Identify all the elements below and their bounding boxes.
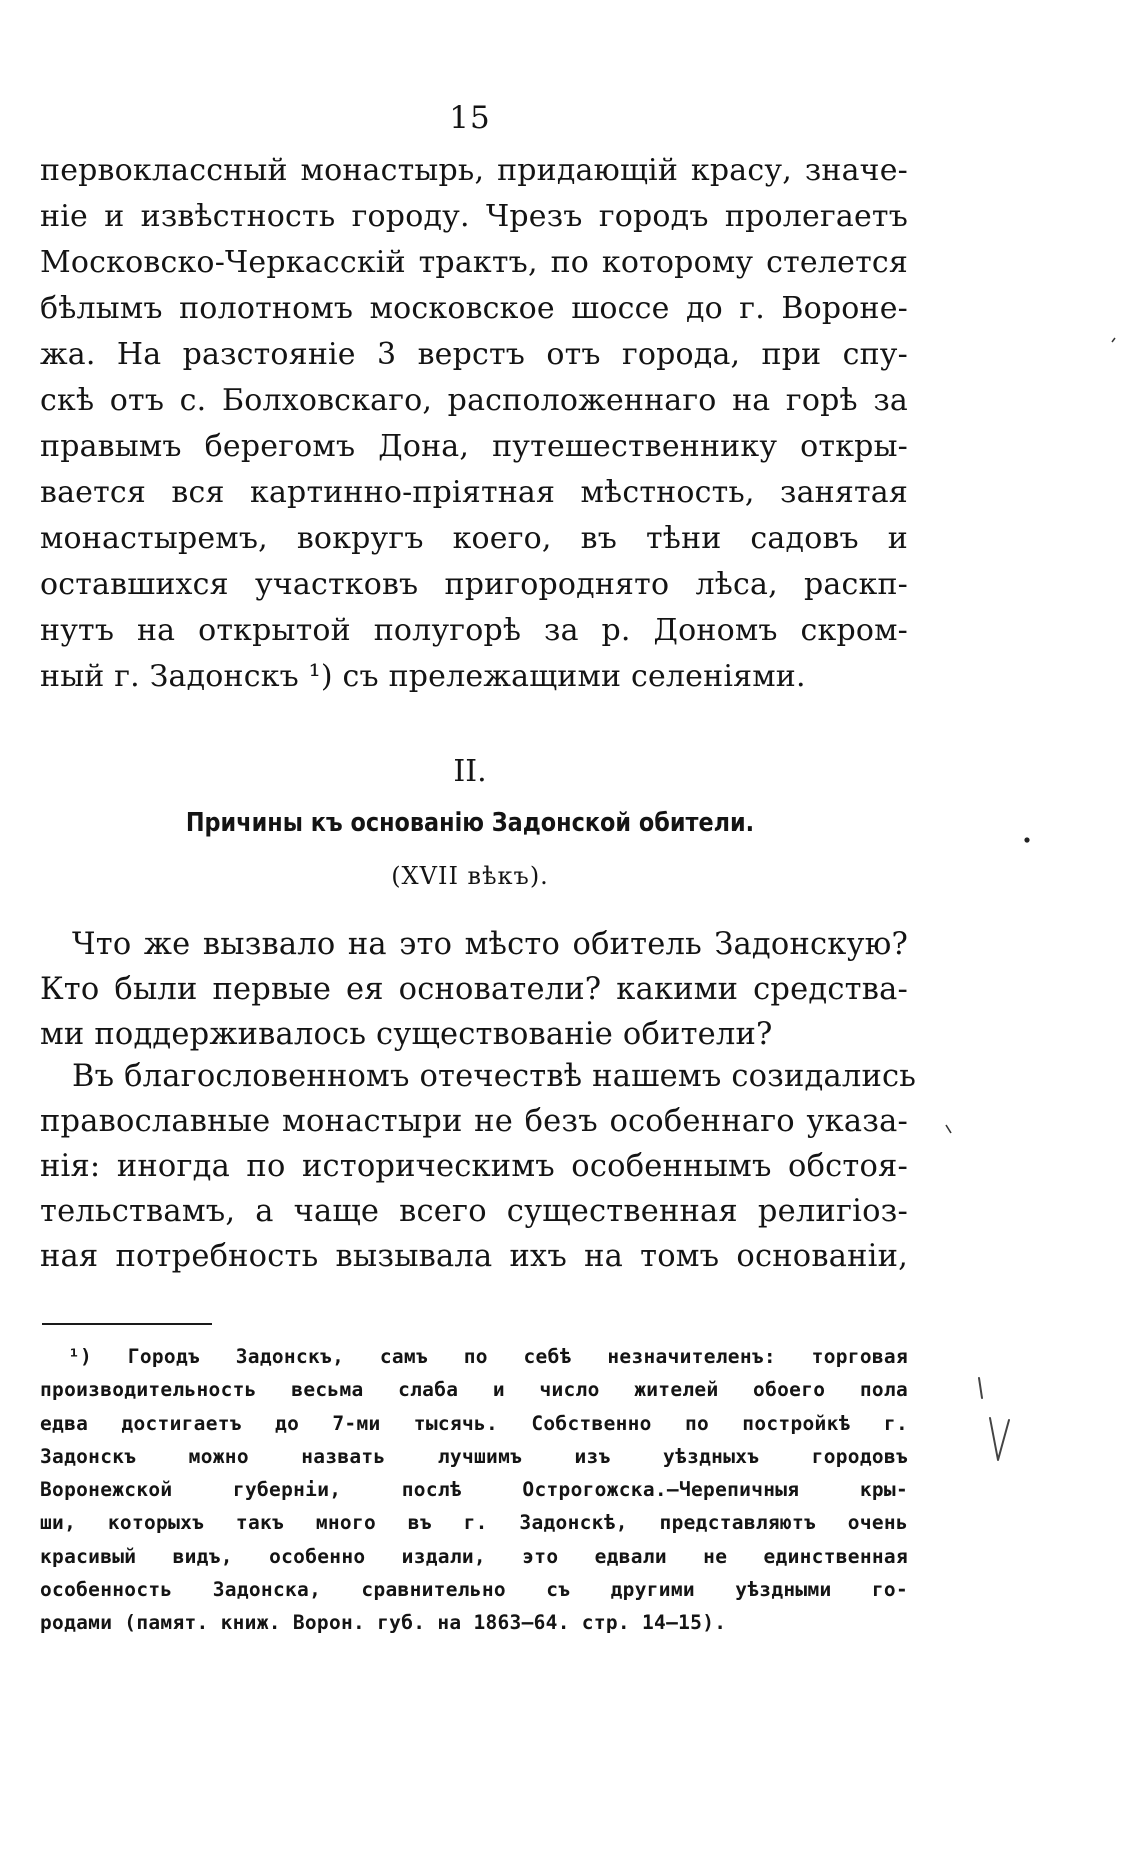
text-line: нія: иногда по историческимъ особеннымъ обстоя- [40,1149,908,1184]
text-line: вается вся картинно-пріятная мѣстность, занятая [40,475,908,510]
text-line: ный г. Задонскъ ¹) съ прележащими селеніями. [40,659,806,694]
text-line: ніе и извѣстность городу. Чрезъ городъ пролегаетъ [40,199,908,234]
text-line: Въ благословенномъ отечествѣ нашемъ созидались [72,1059,917,1094]
footnote-line: производительность весьма слаба и число жителей обоего пола [40,1378,908,1402]
footnote-line: Задонскъ можно назвать лучшимъ изъ уѣздныхъ городовъ [40,1444,908,1468]
text-line: Кто были первые ея основатели? какими средства- [40,972,908,1007]
footnote-divider [42,1323,212,1325]
body-paragraph [40,922,908,1057]
intro-paragraph [40,148,908,700]
footnote-line: красивый видъ, особенно издали, это едвали не единственная [40,1544,908,1568]
text-line: православные монастыри не безъ особеннаго указа- [40,1104,908,1139]
text-line: жа. На разстояніе 3 верстъ отъ города, при спу- [40,337,908,372]
body-paragraph [40,1054,917,1279]
footnote-line: ¹) Городъ Задонскъ, самъ по себѣ незначителенъ: торговая [68,1345,908,1368]
margin-tick-mark [944,1123,954,1135]
text-line: ная потребность вызывала ихъ на томъ основаніи, [40,1239,908,1274]
handwritten-pencil-mark [976,1376,1016,1466]
footnote-line: едва достигаетъ до 7-ми тысячь. Собственно по постройкѣ г. [40,1411,908,1435]
text-line: бѣлымъ полотномъ московское шоссе до г. Вороне- [40,291,908,326]
footnote-line: ши, которыхъ такъ много въ г. Задонскѣ, представляютъ очень [40,1511,908,1535]
footnote-line: Воронежской губерніи, послѣ Острогожска.—Черепичныя кры- [40,1478,908,1502]
text-line: ми поддерживалось существованіе обители? [40,1017,773,1052]
text-line: Что же вызвало на это мѣсто обитель Задонскую? [72,927,908,962]
footnote [40,1340,908,1640]
text-line: нутъ на открытой полугорѣ за р. Дономъ скром- [40,613,908,648]
footnote-line: особенность Задонска, сравнительно съ другими уѣздными го- [40,1578,908,1602]
chapter-subtitle: (XVII вѣкъ). [391,862,549,890]
margin-tick-mark [1110,336,1118,344]
text-line: первоклассный монастырь, придающій красу, значе- [40,153,908,188]
text-line: скѣ отъ с. Болховскаго, расположеннаго на горѣ за [40,383,908,418]
text-line: оставшихся участковъ пригороднято лѣса, раскп- [40,567,908,602]
text-line: тельствамъ, а чаще всего существенная религіоз- [40,1194,908,1229]
text-line: Московско-Черкасскій трактъ, по которому стелется [40,245,908,280]
chapter-number: II. [453,754,487,789]
footnote-line: родами (памят. книж. Ворон. губ. на 1863—64. стр. 14—15). [40,1611,727,1635]
text-line: монастыремъ, вокругъ коего, въ тѣни садовъ и [40,521,908,556]
text-line: правымъ берегомъ Дона, путешественнику откры- [40,429,908,464]
chapter-title: Причины къ основанію Задонской обители. [185,808,755,838]
page-number: 15 [449,100,491,136]
margin-dot-mark [1023,836,1031,844]
